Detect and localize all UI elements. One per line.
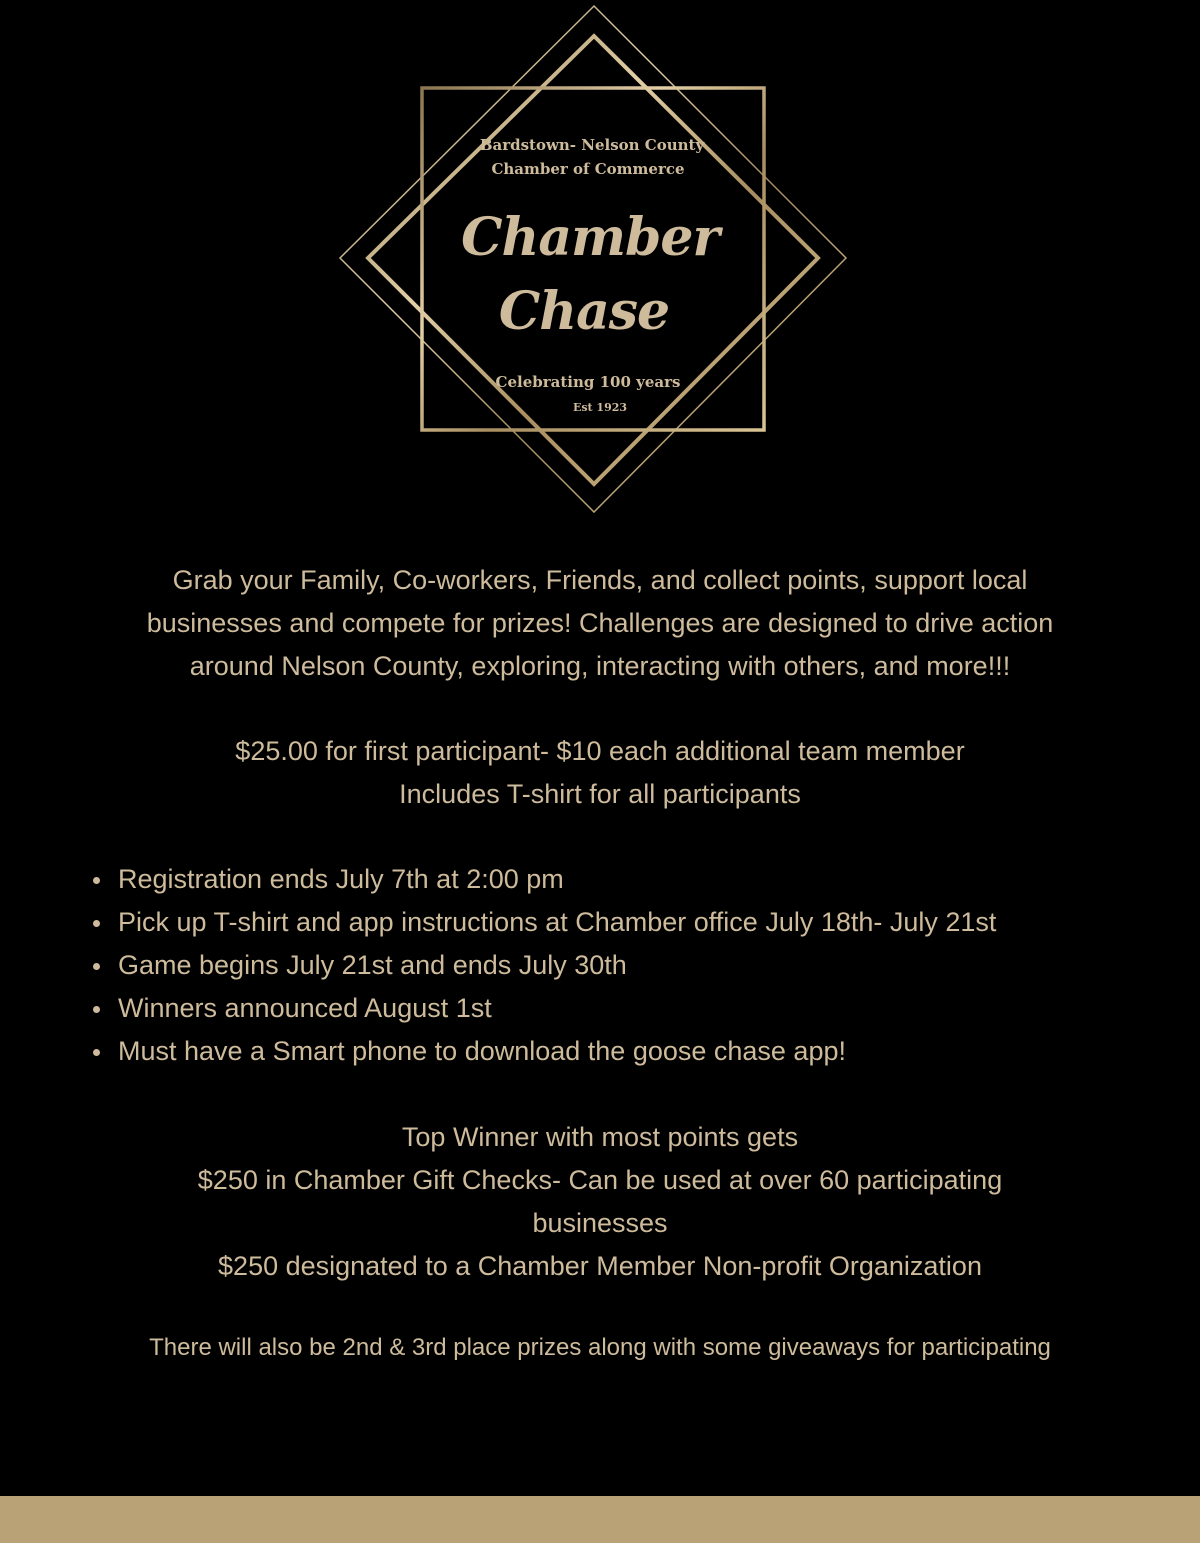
list-item-text: Must have a Smart phone to download the goose chase app!: [118, 1036, 846, 1066]
bullet-icon: [93, 920, 100, 927]
logo-celebrating: Celebrating 100 years: [495, 373, 681, 391]
intro-paragraph: [40, 559, 1160, 688]
footer-bar: [0, 1496, 1200, 1543]
list-item: [88, 944, 1168, 987]
list-item-text: Pick up T-shirt and app instructions at Chamber office July 18th- July 21st: [118, 907, 997, 937]
list-item: [88, 858, 1168, 901]
intro-line: around Nelson County, exploring, interacting with others, and more!!!: [189, 651, 1011, 681]
schedule-list: [88, 858, 1168, 1073]
prize-line: $250 designated to a Chamber Member Non-profit Organization: [218, 1251, 982, 1281]
bullet-icon: [93, 1006, 100, 1013]
list-item-text: Winners announced August 1st: [118, 993, 492, 1023]
intro-line: Grab your Family, Co-workers, Friends, and collect points, support local: [172, 565, 1028, 595]
list-item: [88, 1030, 1168, 1073]
logo-title-line2: Chase: [498, 281, 670, 342]
prizes-info: [40, 1116, 1160, 1288]
logo-title-line1: Chamber: [461, 207, 719, 268]
extra-prizes-note: There will also be 2nd & 3rd place prizes along with some giveaways for participating: [149, 1334, 1051, 1361]
list-item: [88, 901, 1168, 944]
logo-established: Est 1923: [572, 401, 628, 414]
prize-line: businesses: [532, 1208, 668, 1238]
logo-org-line2: Chamber of Commerce: [491, 160, 685, 178]
list-item-text: Registration ends July 7th at 2:00 pm: [118, 864, 564, 894]
list-item-text: Game begins July 21st and ends July 30th: [118, 950, 627, 980]
chamber-chase-logo: [336, 0, 852, 520]
bullet-icon: [93, 1049, 100, 1056]
bullet-icon: [93, 963, 100, 970]
pricing-line: Includes T-shirt for all participants: [399, 779, 801, 809]
prize-line: $250 in Chamber Gift Checks- Can be used at over 60 participating: [197, 1165, 1003, 1195]
logo-org-line1: Bardstown- Nelson County: [479, 136, 705, 154]
pricing-line: $25.00 for first participant- $10 each additional team member: [235, 736, 965, 766]
list-item: [88, 987, 1168, 1030]
bullet-icon: [93, 877, 100, 884]
prize-line: Top Winner with most points gets: [401, 1122, 799, 1152]
intro-line: businesses and compete for prizes! Challenges are designed to drive action: [146, 608, 1054, 638]
pricing-info: [40, 730, 1160, 816]
